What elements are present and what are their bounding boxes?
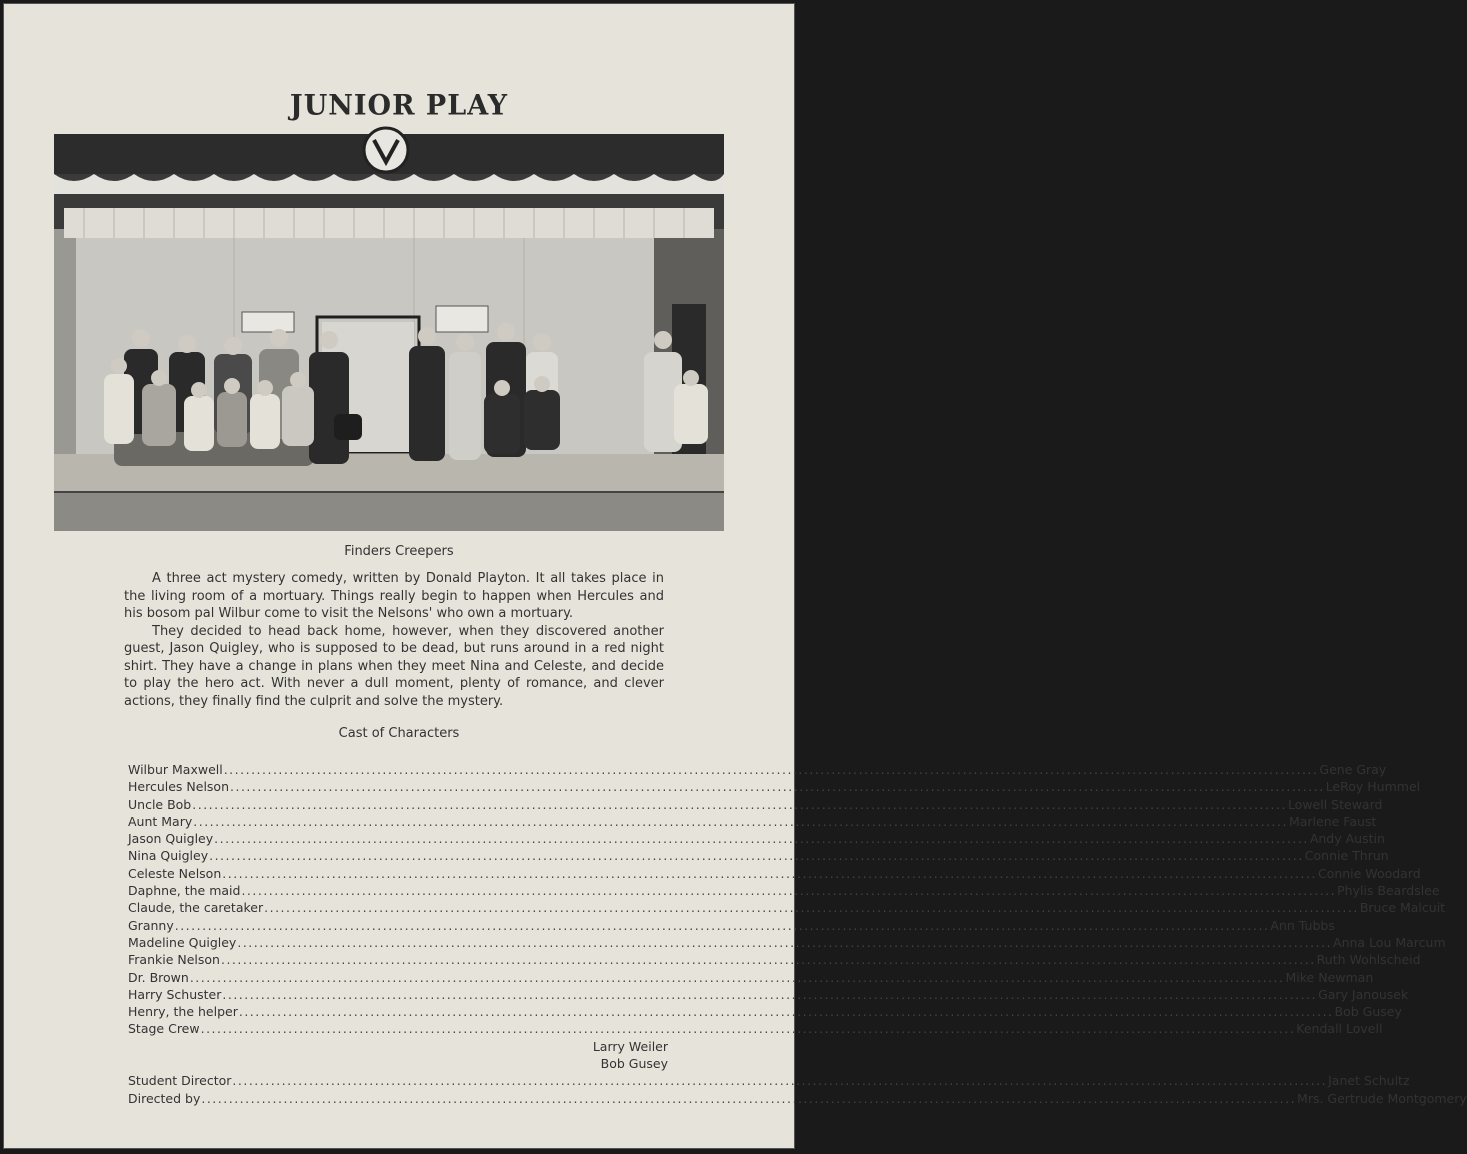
cast-actor: Anna Lou Marcum <box>1333 934 1446 950</box>
page-title: JUNIOR PLAY <box>289 89 509 122</box>
cast-role: Henry, the helper <box>128 1004 238 1020</box>
play-synopsis <box>124 570 664 710</box>
cast-row <box>128 899 1446 916</box>
cast-actor: Bob Gusey <box>1334 1004 1402 1020</box>
cast-actor: Mike Newman <box>1285 969 1374 985</box>
cast-actor: Ruth Wohlscheid <box>1316 952 1421 968</box>
synopsis-paragraph-2: They decided to head back home, however, when they discovered another guest, Jason Quigley, who is supposed to be dead, but runs around in a red night shirt. They have a change in plans when they meet Nina and Celeste, and decide to play the hero act. With never a dull moment, plenty of romance, and clever actions, they finally find the culprit and solve the mystery. <box>124 623 664 709</box>
stage-photo <box>54 134 724 531</box>
cast-role: Aunt Mary <box>128 813 193 829</box>
cast-actor: Bob Gusey <box>600 1056 668 1072</box>
leader-dots: ........................................................................................................................................................................................................ <box>241 883 1337 899</box>
cast-actor: Gary Janousek <box>1318 986 1409 1002</box>
cast-role: Uncle Bob <box>128 796 192 812</box>
cast-row <box>128 951 1421 968</box>
cast-actor: Connie Woodard <box>1317 865 1421 881</box>
cast-actor: Ann Tubbs <box>1270 917 1335 933</box>
cast-row <box>128 1072 1410 1089</box>
cast-heading: Cast of Characters <box>338 726 460 741</box>
leader-dots: ........................................................................................................................................................................................................ <box>214 831 1309 847</box>
leader-dots: ........................................................................................................................................................................................................ <box>264 900 1359 916</box>
cast-role: Daphne, the maid <box>128 883 241 899</box>
cast-actor: Lowell Steward <box>1287 796 1383 812</box>
cast-actor: Connie Thrun <box>1304 848 1389 864</box>
leader-dots: ........................................................................................................................................................................................................ <box>192 796 1287 812</box>
cast-row <box>128 882 1440 899</box>
cast-row <box>128 796 1383 813</box>
cast-row <box>128 813 1377 830</box>
cast-actor: Marlene Faust <box>1288 813 1377 829</box>
cast-row <box>128 778 1421 795</box>
cast-role: Hercules Nelson <box>128 779 229 795</box>
leader-dots: ........................................................................................................................................................................................................ <box>189 969 1285 985</box>
leader-dots: ........................................................................................................................................................................................................ <box>220 952 1316 968</box>
synopsis-paragraph-1: A three act mystery comedy, written by Donald Playton. It all takes place in the living room of a mortuary. Things really begin to happen when Hercules and his bosom pal Wilbur come to visit the Nelsons' who own a mortuary. <box>124 571 664 621</box>
cast-row <box>128 969 1374 986</box>
play-title-caption: Finders Creepers <box>344 544 454 559</box>
cast-role: Student Director <box>128 1073 232 1089</box>
cast-role: Directed by <box>128 1090 201 1106</box>
cast-role: Stage Crew <box>128 1021 200 1037</box>
cast-role: Wilbur Maxwell <box>128 762 223 777</box>
cast-actor: Phylis Beardslee <box>1337 883 1440 899</box>
leader-dots: ........................................................................................................................................................................................................ <box>237 934 1333 950</box>
cast-role: Claude, the caretaker <box>128 900 264 916</box>
cast-actor: Gene Gray <box>1319 762 1387 777</box>
leader-dots: ........................................................................................................................................................................................................ <box>230 779 1325 795</box>
cast-role: Frankie Nelson <box>128 952 220 968</box>
cast-row <box>128 917 1335 934</box>
cast-role: Granny <box>128 917 174 933</box>
cast-row <box>128 986 1409 1003</box>
cast-row <box>128 1003 1402 1020</box>
leader-dots: ........................................................................................................................................................................................................ <box>222 865 1317 881</box>
cast-actor: Mrs. Gertrude Montgomery <box>1297 1090 1467 1106</box>
leader-dots: ........................................................................................................................................................................................................ <box>223 762 1319 777</box>
cast-row <box>128 1020 1383 1037</box>
cast-row <box>128 865 1421 882</box>
cast-list <box>128 761 1467 1107</box>
leader-dots: ........................................................................................................................................................................................................ <box>201 1090 1297 1106</box>
cast-actor: LeRoy Hummel <box>1325 779 1421 795</box>
cast-row <box>128 847 1389 864</box>
leader-dots: ........................................................................................................................................................................................................ <box>222 986 1318 1002</box>
cast-actor: Andy Austin <box>1309 831 1385 847</box>
cast-actor: Kendall Lovell <box>1296 1021 1383 1037</box>
cast-actor: Bruce Malcuit <box>1359 900 1446 916</box>
cast-row <box>128 1038 668 1055</box>
leader-dots: ........................................................................................................................................................................................................ <box>232 1073 1328 1089</box>
cast-role: Jason Quigley <box>128 831 214 847</box>
cast-role: Celeste Nelson <box>128 865 222 881</box>
cast-role: Nina Quigley <box>128 848 209 864</box>
cast-actor: Janet Schultz <box>1328 1073 1410 1089</box>
cast-actor: Larry Weiler <box>592 1038 668 1054</box>
cast-role: Madeline Quigley <box>128 934 237 950</box>
leader-dots: ........................................................................................................................................................................................................ <box>200 1021 1296 1037</box>
cast-row <box>128 1055 668 1072</box>
yearbook-page <box>3 3 1467 1149</box>
leader-dots: ........................................................................................................................................................................................................ <box>174 917 1270 933</box>
cast-row <box>128 1090 1467 1107</box>
leader-dots: ........................................................................................................................................................................................................ <box>209 848 1304 864</box>
cast-role: Dr. Brown <box>128 969 189 985</box>
cast-row <box>128 761 1387 778</box>
leader-dots: ........................................................................................................................................................................................................ <box>193 813 1288 829</box>
cast-role: Harry Schuster <box>128 986 222 1002</box>
cast-row <box>128 934 1446 951</box>
cast-row <box>128 830 1385 847</box>
leader-dots: ........................................................................................................................................................................................................ <box>238 1004 1334 1020</box>
